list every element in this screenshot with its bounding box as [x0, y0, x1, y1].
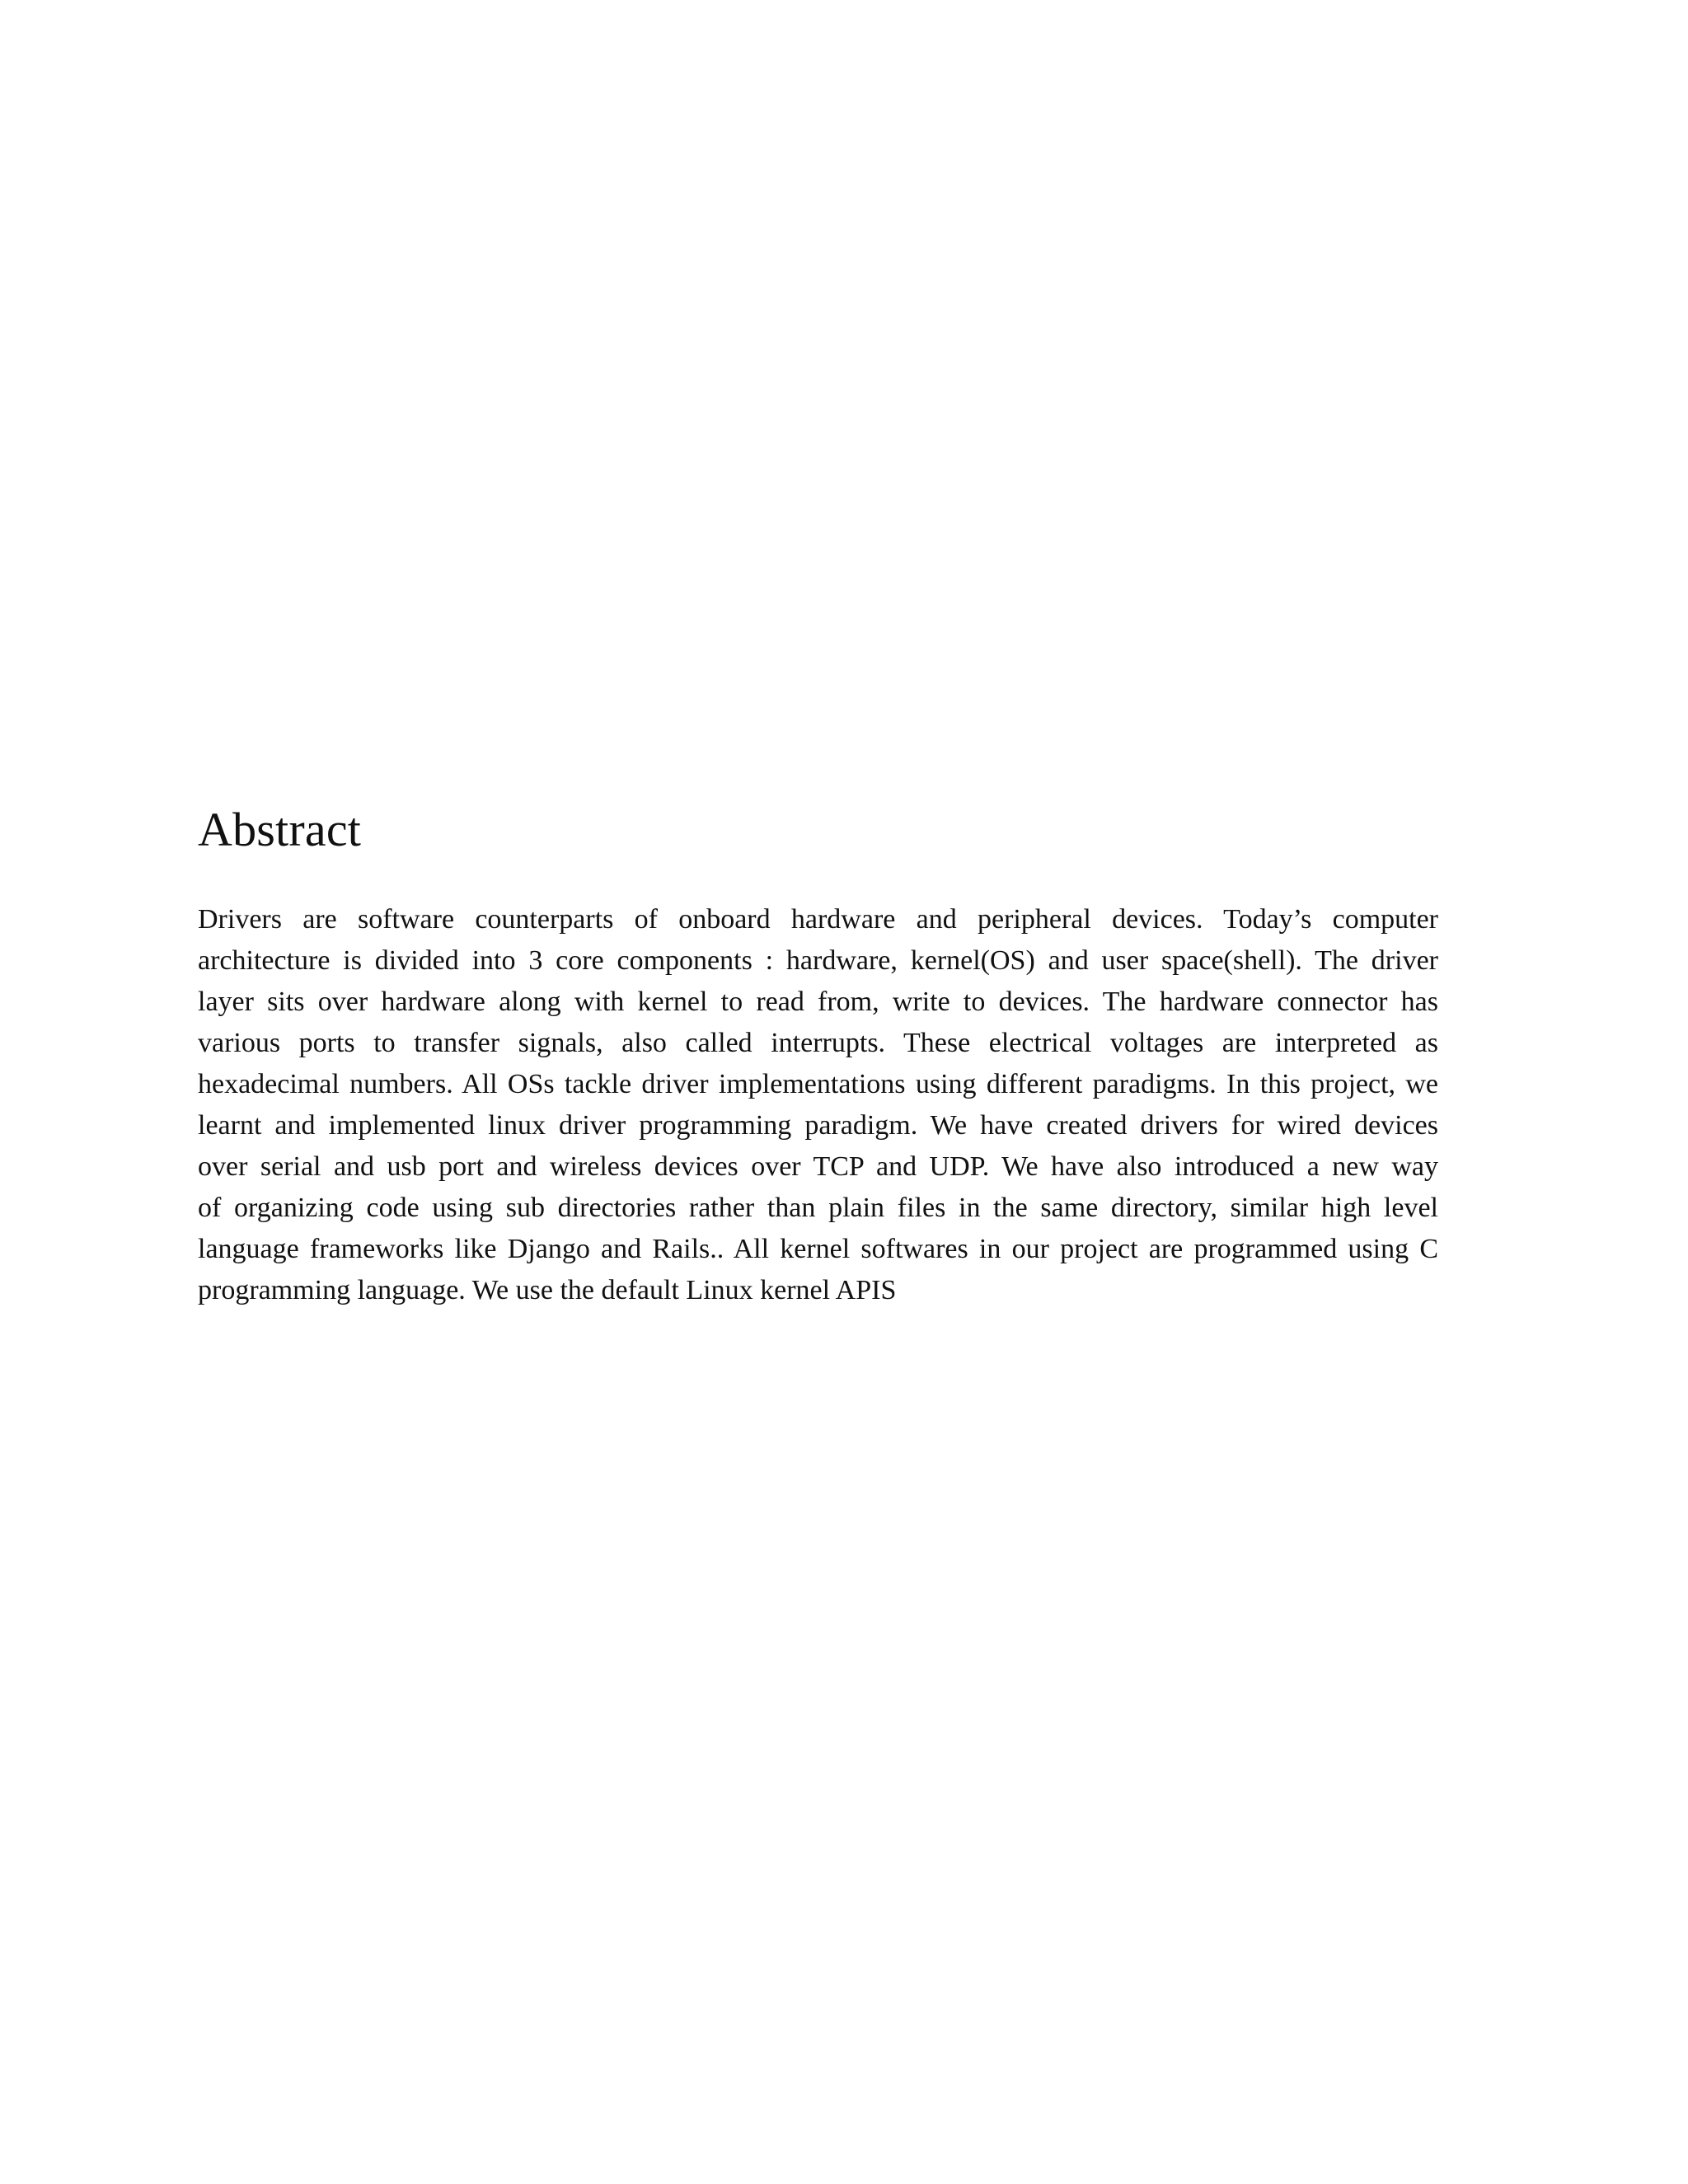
abstract-line: of organizing code using sub directories rather than plain files in the same directory, similar high level — [198, 1192, 1438, 1223]
abstract-line: Drivers are software counterparts of onboard hardware and peripheral devices. Today’s computer — [198, 903, 1438, 935]
abstract-section — [198, 804, 1438, 1311]
abstract-line: hexadecimal numbers. All OSs tackle driver implementations using different paradigms. In this project, we — [198, 1068, 1438, 1099]
abstract-line: various ports to transfer signals, also called interrupts. These electrical voltages are interpreted as — [198, 1027, 1438, 1058]
abstract-line: layer sits over hardware along with kernel to read from, write to devices. The hardware connector has — [198, 986, 1438, 1017]
abstract-line: learnt and implemented linux driver programming paradigm. We have created drivers for wired devices — [198, 1109, 1438, 1141]
abstract-line: language frameworks like Django and Rails.. All kernel softwares in our project are programmed using C — [198, 1233, 1438, 1264]
abstract-paragraph — [198, 899, 1438, 1311]
abstract-line: architecture is divided into 3 core components : hardware, kernel(OS) and user space(shell). The driver — [198, 944, 1438, 976]
abstract-line: programming language. We use the default Linux kernel APIS — [198, 1274, 897, 1305]
abstract-line: over serial and usb port and wireless devices over TCP and UDP. We have also introduced a new way — [198, 1151, 1438, 1182]
abstract-heading: Abstract — [198, 803, 362, 856]
